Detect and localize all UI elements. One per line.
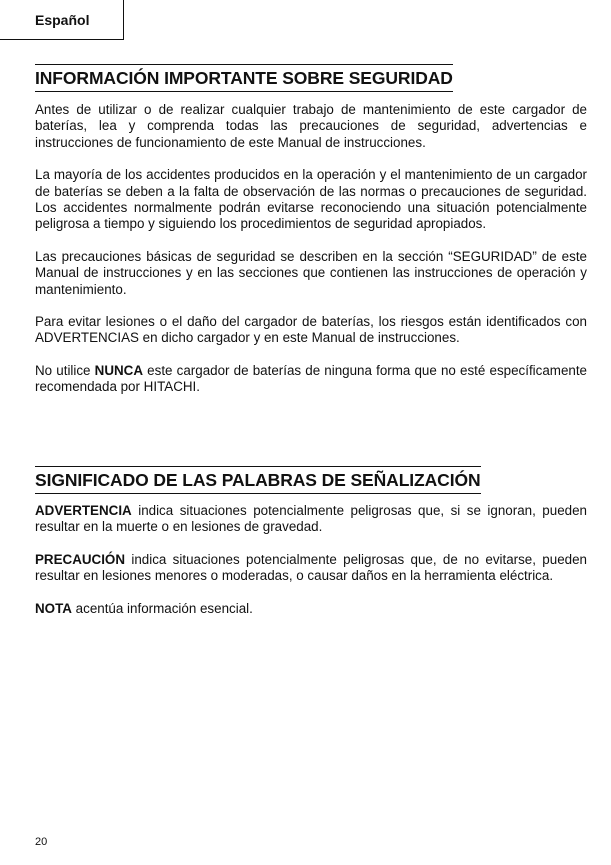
signal-word-note bbox=[35, 601, 587, 617]
paragraph: La mayoría de los accidentes producidos en la operación y el mantenimiento de un cargador de baterías se deben a la falta de observación de las normas o precauciones de seguridad. Los accidentes normalmente podrán evitarse reconociendo una situación potencialmente peligrosa a tiempo y siguiendo los procedimientos de seguridad apropiados. bbox=[35, 167, 587, 232]
paragraph: Para evitar lesiones o el daño del cargador de baterías, los riesgos están identificados con ADVERTENCIAS en dicho cargador y en este Manual de instrucciones. bbox=[35, 314, 587, 346]
paragraph-never-use bbox=[35, 363, 587, 396]
emphasis-never: NUNCA bbox=[94, 362, 144, 378]
language-tab bbox=[0, 0, 124, 40]
paragraph: Las precauciones básicas de seguridad se describen en la sección “SEGURIDAD” de este Manual de instrucciones y en las secciones que contienen las instrucciones de operación y mantenimiento. bbox=[35, 248, 587, 297]
text-run: No utilice bbox=[35, 362, 95, 378]
page-number: 20 bbox=[35, 836, 48, 848]
section-body bbox=[35, 102, 587, 396]
signal-word-warning bbox=[35, 503, 587, 536]
section-body bbox=[35, 503, 587, 617]
definition-text: indica situaciones potencialmente peligrosas que, de no evitarse, pueden resultar en lesiones menores o moderadas, o causar daños en la herramienta eléctrica. bbox=[35, 551, 587, 584]
paragraph: Antes de utilizar o de realizar cualquier trabajo de mantenimiento de este cargador de baterías, lea y comprenda todas las precauciones de seguridad, advertencias e instrucciones de funcionamiento de este Manual de instrucciones. bbox=[35, 102, 587, 150]
text-run: este cargador de baterías de ninguna forma que no esté específicamente recomendada por HITACHI. bbox=[35, 362, 588, 395]
section-title: INFORMACIÓN IMPORTANTE SOBRE SEGURIDAD bbox=[35, 64, 453, 92]
signal-words-section bbox=[35, 466, 587, 617]
term-note: NOTA bbox=[35, 600, 72, 616]
term-warning: ADVERTENCIA bbox=[35, 503, 132, 518]
section-title: SIGNIFICADO DE LAS PALABRAS DE SEÑALIZACIÓN bbox=[35, 466, 481, 494]
safety-info-section bbox=[35, 64, 587, 396]
signal-word-caution bbox=[35, 552, 587, 585]
definition-text: indica situaciones potencialmente peligrosas que, si se ignoran, pueden resultar en la muerte o en lesiones de gravedad. bbox=[35, 503, 587, 535]
definition-text: acentúa información esencial. bbox=[71, 600, 253, 616]
term-caution: PRECAUCIÓN bbox=[35, 551, 126, 567]
language-label: Español bbox=[35, 12, 90, 28]
